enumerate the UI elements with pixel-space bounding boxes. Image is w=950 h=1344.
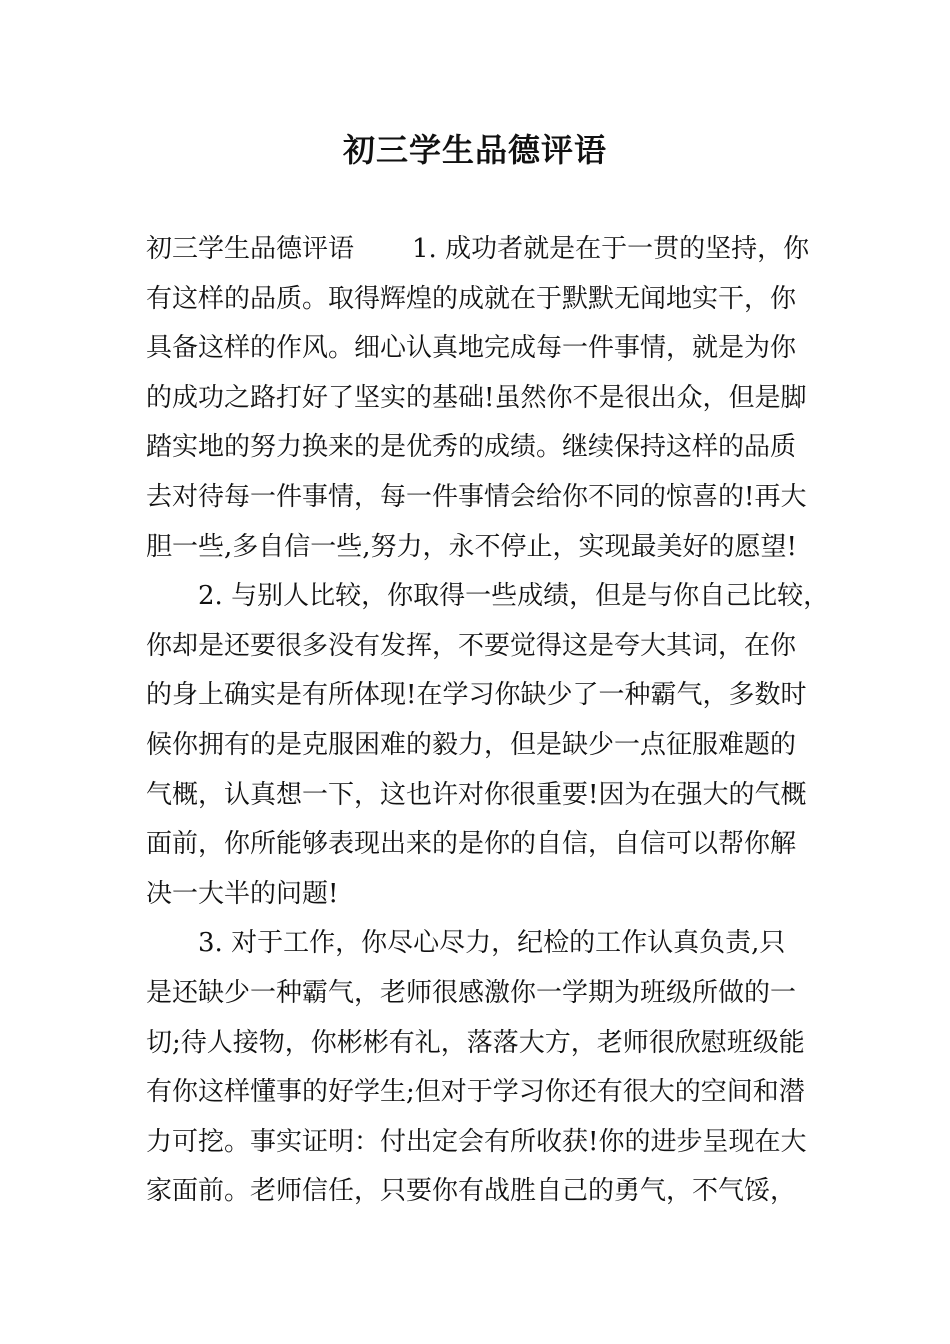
paragraph-line: 3. 对于工作，你尽心尽力，纪检的工作认真负责,只 (146, 928, 786, 959)
document-title: 初三学生品德评语 (342, 131, 607, 169)
paragraph-line: 候你拥有的是克服困难的毅力，但是缺少一点征服难题的 (146, 729, 797, 760)
paragraph-line: 是还缺少一种霸气，老师很感激你一学期为班级所做的一 (146, 977, 797, 1008)
paragraph-line: 踏实地的努力换来的是优秀的成绩。继续保持这样的品质 (146, 432, 797, 463)
paragraph-line: 面前，你所能够表现出来的是你的自信，自信可以帮你解 (146, 829, 797, 860)
paragraph-line: 有这样的品质。取得辉煌的成就在于默默无闻地实干，你 (146, 283, 797, 314)
paragraph-line: 切;待人接物，你彬彬有礼，落落大方，老师很欣慰班级能 (146, 1027, 805, 1058)
line-text: 1. 成功者就是在于一贯的坚持，你 (412, 234, 810, 264)
paragraph-line: 的身上确实是有所体现!在学习你缺少了一种霸气，多数时 (146, 680, 807, 711)
paragraph-line: 胆一些,多自信一些,努力，永不停止，实现最美好的愿望! (146, 531, 797, 562)
paragraph-line (146, 225, 822, 275)
paragraph-line: 2. 与别人比较，你取得一些成绩，但是与你自己比较， (146, 581, 830, 612)
paragraph-line: 去对待每一件事情，每一件事情会给你不同的惊喜的!再大 (146, 481, 807, 512)
paragraph-line: 家面前。老师信任，只要你有战胜自己的勇气，不气馁， (146, 1176, 797, 1207)
paragraph-line: 决一大半的问题! (146, 878, 339, 909)
paragraph-line: 有你这样懂事的好学生;但对于学习你还有很大的空间和潜 (146, 1077, 805, 1108)
paragraph-line: 你却是还要很多没有发挥，不要觉得这是夸大其词，在你 (146, 630, 797, 661)
paragraph-line: 气概，认真想一下，这也许对你很重要!因为在强大的气概 (146, 779, 807, 810)
inline-heading: 初三学生品德评语 (146, 234, 355, 264)
paragraph-line: 力可挖。事实证明：付出定会有所收获!你的进步呈现在大 (146, 1126, 807, 1157)
document-body (146, 225, 830, 1217)
paragraph-line: 的成功之路打好了坚实的基础!虽然你不是很出众，但是脚 (146, 382, 807, 413)
paragraph-line: 具备这样的作风。细心认真地完成每一件事情，就是为你 (146, 333, 797, 364)
